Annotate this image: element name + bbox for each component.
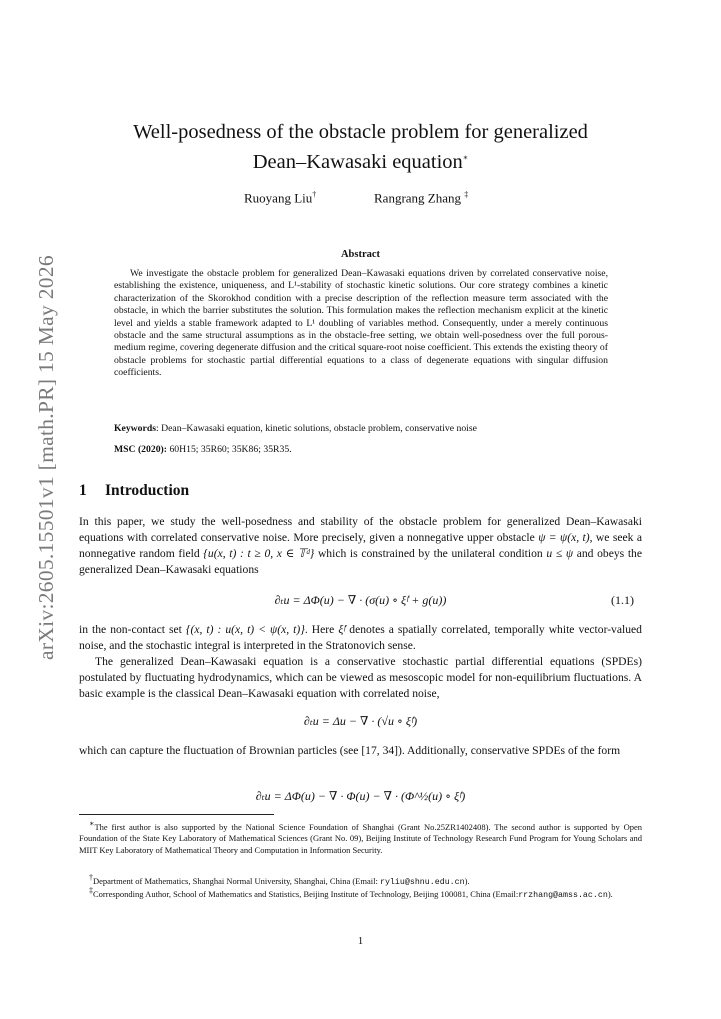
keywords-label: Keywords [114, 423, 156, 434]
author-2-name: Rangrang Zhang [374, 190, 462, 206]
section-number: 1 [79, 482, 87, 499]
para1-text-c: , we seek a nonnegative random field [79, 531, 642, 560]
keywords [114, 423, 614, 434]
title-line-1: Well-posedness of the obstacle problem for generalized [133, 121, 588, 143]
para1-text-e: which is constrained by the unilateral condition [314, 547, 547, 560]
title-line-2 [100, 145, 621, 175]
paragraph-4: which can capture the fluctuation of Brownian particles (see [17, 34]). Additionally, conservative SPDEs of the form [79, 744, 621, 757]
footnote-3-end: ). [607, 888, 613, 899]
equation-1-1: ∂ₜu = ΔΦ(u) − ∇ · (σ(u) ∘ ξ̇ᶠ + g(u)) [274, 593, 447, 607]
author-2 [374, 190, 468, 206]
abstract-heading: Abstract [340, 249, 381, 260]
paragraph-3: The generalized Dean–Kawasaki equation is a conservative stochastic partial differential equations (SPDEs) postulated by fluctuating hydrodynamics, which can be viewed as mesoscopic model for non-equilibrium fluctuations. A basic example is the classical Dean–Kawasaki equation with correlated noise, [79, 655, 642, 700]
para1-text-a: In this paper, we study the well-posedness and stability of the obstacle problem for generalized Dean–Kawasaki equations with correlated conservative noise. More precisely, given a nonnegative upper obstacle [79, 515, 642, 544]
footnote-rule [79, 814, 274, 815]
author-2-mark: ‡ [464, 190, 469, 199]
page-number: 1 [357, 935, 364, 947]
para1-math-psi: ψ = ψ(x, t) [538, 531, 590, 544]
abstract-body: We investigate the obstacle problem for generalized Dean–Kawasaki equations driven by correlated conservative noise, establishing the existence, uniqueness, and L¹-stability of stochastic kinetic solutions. Our core strategy combines a kinetic characterization of the Skorokhod condition with a precise description of the reflection measure term associated with the obstacle, in which the barrier substitutes the solution. This formulation makes the reflection mechanism explicit at the kinetic level and yields a stable framework adapted to L¹ doubling of variables method. Consequently, under a merely continuous obstacle and the same structural assumptions as in the obstacle-free setting, we obtain well-posedness over the full porous-medium regime, covering degenerate diffusion and the critical square-root noise coefficient. This extends the existing theory of obstacle problems for stochastic partial differential equations to a class of degenerate equations with singular diffusion coefficients. [114, 268, 608, 379]
section-title: Introduction [105, 482, 190, 499]
title-line-2-text: Dean–Kawasaki equation [252, 150, 463, 173]
author-1-name: Ruoyang Liu [244, 190, 313, 206]
para2-text-c: . Here [304, 623, 339, 636]
footnote-1-text: The first author is also supported by the National Science Foundation of Shanghai (Grant No.25ZR1402408). The second author is supported by Open Foundation of the State Key Laboratory of Mathematical Sciences (Grant No. 09), Beijing Institute of Technology Research Fund Program for Young Scholars and MIIT Key Laboratory of Mathematical Theory and Computation in Information Security. [79, 821, 642, 855]
arxiv-side-stamp: arXiv:2605.15501v1 [math.PR] 15 May 2026 [34, 255, 58, 660]
footnote-2-email-link[interactable]: ryliu@shnu.edu.cn [379, 877, 465, 887]
footnote-3-text: Corresponding Author, School of Mathematics and Statistics, Beijing Institute of Technology, Beijing 100081, China (Email: [93, 888, 519, 899]
para2-text-a: in the non-contact set [79, 623, 186, 636]
equation-conservative-spde: ∂ₜu = ΔΦ(u) − ∇ · Φ(u) − ∇ · (Φ^½(u) ∘ ξ̇ᶠ) [255, 789, 466, 803]
footnote-3-email-link[interactable]: rrzhang@amss.ac.cn [518, 890, 608, 900]
keywords-text: : Dean–Kawasaki equation, kinetic solutions, obstacle problem, conservative noise [155, 423, 477, 434]
para2-math-noise: ξ̇ᶠ [338, 623, 346, 636]
equation-dean-kawasaki: ∂ₜu = Δu − ∇ · (√u ∘ ξ̇ᶠ) [303, 714, 418, 728]
para1-math-field: {u(x, t) : t ≥ 0, x ∈ 𝕋ᵈ} [203, 547, 315, 560]
para1-math-constraint: u ≤ ψ [546, 547, 574, 560]
para2-math-set: {(x, t) : u(x, t) < ψ(x, t)} [185, 623, 305, 636]
para2-text-e: denotes a spatially correlated, temporally white vector-valued noise, and the stochastic integral is interpreted in the Stratonovich sense. [79, 623, 642, 652]
footnote-2-end: ). [464, 875, 470, 886]
msc-codes [114, 444, 614, 455]
footnote-2-mark: † [89, 873, 93, 882]
author-1 [244, 190, 316, 206]
abstract-text [114, 268, 608, 380]
paragraph-2 [79, 622, 642, 654]
equation-1-1-number: (1.1) [611, 593, 634, 607]
title-footnote-mark: ∗ [462, 153, 469, 162]
paragraph-1 [79, 514, 642, 578]
msc-text: 60H15; 35R60; 35K86; 35R35. [167, 444, 292, 455]
section-heading [79, 482, 189, 500]
para1-text-g: and obeys the generalized Dean–Kawasaki equations [79, 547, 642, 576]
paper-title [100, 120, 621, 175]
footnote-3-mark: ‡ [89, 886, 93, 895]
footnote-1-mark: ∗ [89, 819, 95, 828]
author-1-mark: † [312, 190, 317, 199]
footnote-1 [79, 818, 642, 856]
footnote-3 [79, 885, 642, 901]
msc-label: MSC (2020): [114, 444, 168, 455]
footnote-2-text: Department of Mathematics, Shanghai Normal University, Shanghai, China (Email: [93, 875, 380, 886]
